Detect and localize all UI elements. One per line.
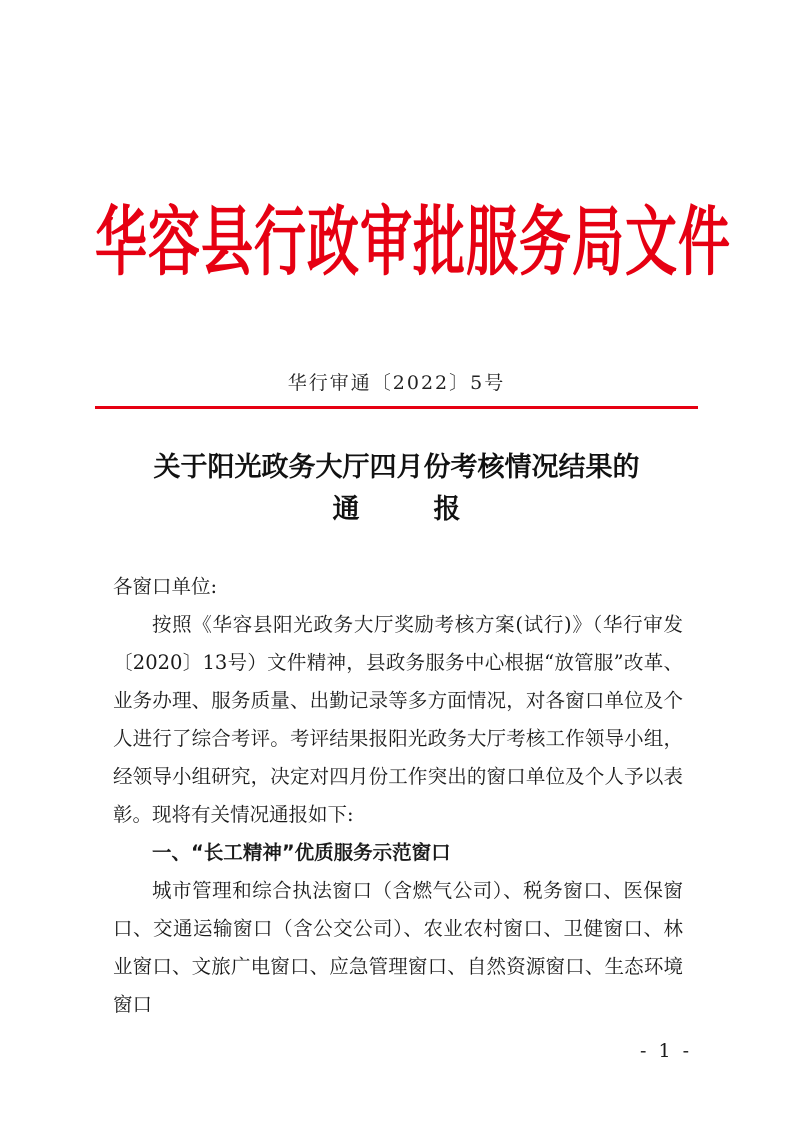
notice-title-line1: 关于阳光政务大厅四月份考核情况结果的	[153, 452, 640, 483]
page-number: - 1 -	[640, 1040, 693, 1062]
intro-paragraph: 按照《华容县阳光政务大厅奖励考核方案(试行)》（华行审发〔2020〕13号）文件精神，县政务服务中心根据“放管服”改革、业务办理、服务质量、出勤记录等多方面情况，对各窗口单位及个人进行了综合考评。考评结果报阳光政务大厅考核工作领导小组，经领导小组研究，决定对四月份工作突出的窗口单位及个人予以表彰。现将有关情况通报如下:	[113, 613, 683, 826]
document-body	[113, 568, 683, 1024]
masthead-title: 华容县行政审批服务局文件	[95, 200, 732, 287]
notice-title-line2: 通报	[332, 494, 535, 525]
salutation: 各窗口单位:	[113, 575, 218, 598]
red-divider-line	[95, 406, 698, 409]
document-number: 华行审通〔2022〕5号	[287, 372, 506, 394]
section-1-list: 城市管理和综合执法窗口（含燃气公司）、税务窗口、医保窗口、交通运输窗口（含公交公司）、农业农村窗口、卫健窗口、林业窗口、文旅广电窗口、应急管理窗口、自然资源窗口、生态环境窗口	[113, 879, 683, 1016]
notice-title	[95, 447, 698, 531]
section-heading-1: 一、“长工精神”优质服务示范窗口	[152, 841, 451, 864]
